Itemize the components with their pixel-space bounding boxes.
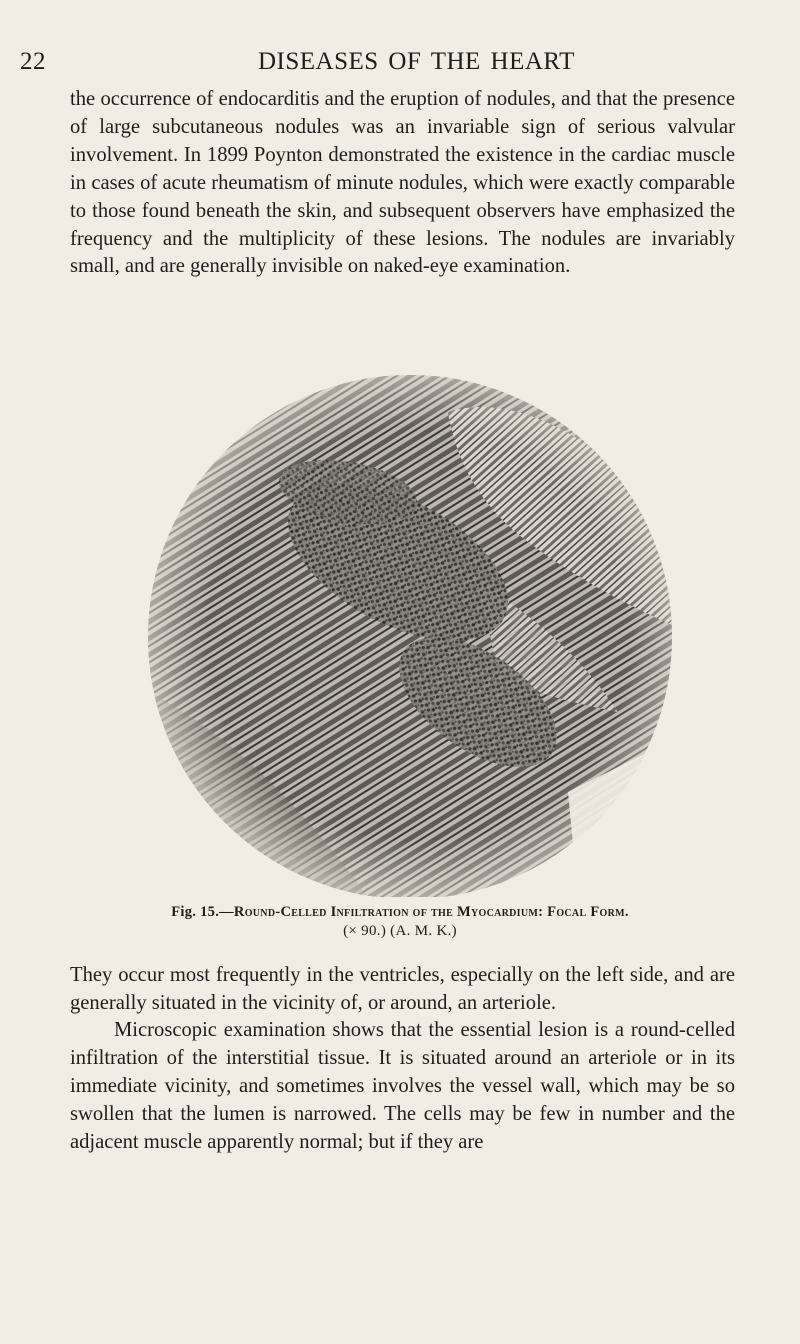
figure-caption [0,903,800,941]
figure-title: —Round-Celled Infiltration of the Myocardium: Focal Form. [219,904,629,920]
paragraph-microscopic: Microscopic examination shows that the essential lesion is a round-celled infiltration of the interstitial tissue. It is situated around an arteriole or in its immediate vicinity, and sometimes involves the vessel wall, which may be so swollen that the lumen is narrowed. The cells may be few in number and the adjacent muscle apparently normal; but if they are [70,1019,735,1153]
figure-label: Fig. 15. [171,904,220,920]
running-head: DISEASES OF THE HEART [258,48,575,75]
paragraph-nodules: the occurrence of endocarditis and the eruption of nodules, and that the presence of large subcutaneous nodules was an invariable sign of serious valvular involvement. In 1899 Poynton demonstrated the existence in the cardiac muscle in cases of acute rheumatism of minute nodules, which were exactly comparable to those found beneath the skin, and subsequent observers have emphasized the frequency and the multiplicity of these lesions. The nodules are invariably small, and are generally invisible on naked-eye examination. [70,88,735,278]
micrograph-figure [148,372,668,897]
page-header [0,48,800,84]
page-number: 22 [20,48,46,75]
paragraph-ventricles: They occur most frequently in the ventricles, especially on the left side, and are generally situated in the vicinity of, or around, an arteriole. [70,964,735,1014]
micrograph-image [148,372,688,897]
figure-magnification: (× 90.) (A. M. K.) [343,923,457,939]
